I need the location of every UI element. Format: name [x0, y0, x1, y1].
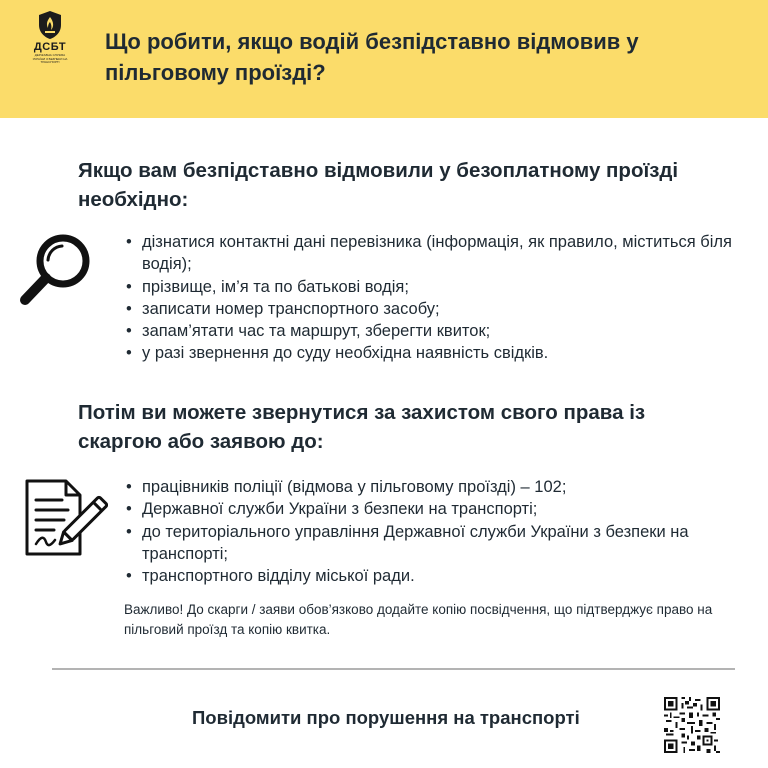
section1-heading: Якщо вам безпідставно відмовили у безоплатному проїзді необхідно: — [78, 159, 679, 211]
list-item: • транспортного відділу міської ради. — [126, 565, 736, 587]
list-item: • дізнатися контактні дані перевізника (інформація, як правило, міститься біля водія); — [126, 231, 736, 276]
magnifier-icon — [16, 230, 96, 310]
section2-heading: Потім ви можете звернутися за захистом свого права із скаргою або заявою до: — [78, 401, 646, 453]
list-item: • записати номер транспортного засобу; — [126, 298, 736, 320]
divider — [52, 668, 735, 670]
logo-subtitle: ДЕРЖАВНА СЛУЖБА УКРАЇНИ З БЕЗПЕКИ НА ТРАНСПОРТІ — [32, 53, 68, 64]
document-pen-icon — [24, 478, 108, 558]
list-item: • Державної служби України з безпеки на транспорті; — [126, 498, 736, 520]
report-violation-text: Повідомити про порушення на транспорті — [192, 707, 580, 728]
list-item: • працівників поліції (відмова у пільговому проїзді) – 102; — [126, 476, 736, 498]
important-note: Важливо! До скарги / заяви обов’язково додайте копію посвідчення, що підтверджує право на пільговий проїзд та копію квитка. — [124, 602, 713, 637]
shield-emblem-icon — [37, 10, 63, 40]
section1-list — [126, 231, 736, 365]
section2-list — [126, 476, 736, 587]
logo-abbreviation: ДСБТ — [33, 41, 67, 53]
qr-code-icon[interactable] — [664, 697, 720, 753]
list-item: • у разі звернення до суду необхідна наявність свідків. — [126, 342, 736, 364]
list-item: • запам’ятати час та маршрут, зберегти квиток; — [126, 320, 736, 342]
dsbt-logo — [26, 10, 74, 72]
header-banner — [0, 0, 768, 118]
list-item: • до територіального управління Державної служби України з безпеки на транспорті; — [126, 521, 736, 566]
list-item: • прізвище, ім’я та по батькові водія; — [126, 276, 736, 298]
page-title: Що робити, якщо водій безпідставно відмовив у пільговому проїзді? — [105, 29, 639, 85]
